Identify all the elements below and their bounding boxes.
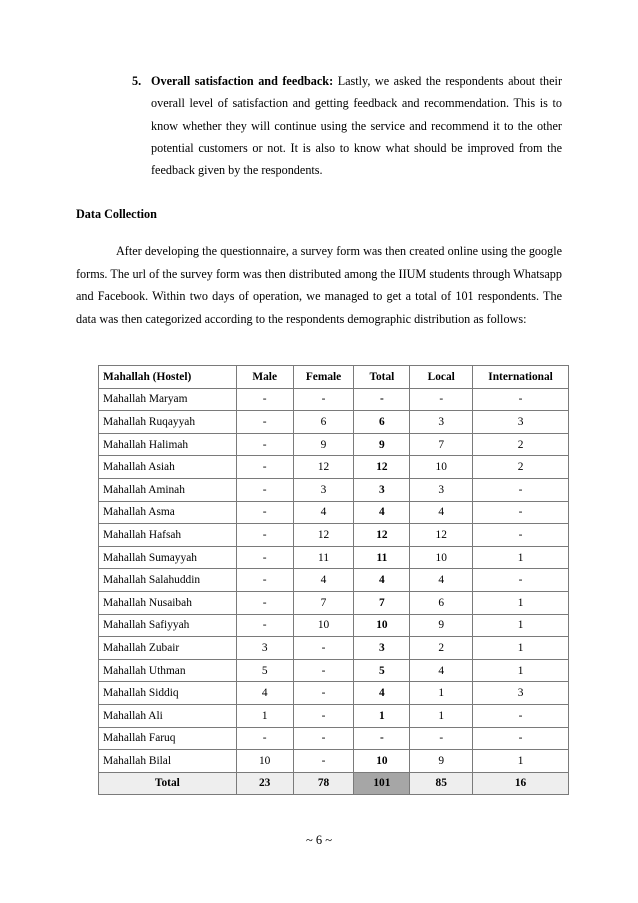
table-cell: - [354,388,410,411]
table-row [99,524,569,547]
table-row [99,411,569,434]
hostel-name-cell: Mahallah Hafsah [99,524,237,547]
table-cell: 10 [354,614,410,637]
table-row [99,614,569,637]
table-cell: - [473,524,569,547]
table-cell: 11 [293,546,354,569]
table-cell: - [473,727,569,750]
table-cell: 1 [410,704,473,727]
table-cell: - [236,524,293,547]
table-cell: 12 [293,524,354,547]
table-cell: - [236,546,293,569]
hostel-name-cell: Mahallah Aminah [99,478,237,501]
table-cell: 1 [473,637,569,660]
table-cell: 7 [293,591,354,614]
table-cell: - [236,614,293,637]
hostel-name-cell: Mahallah Nusaibah [99,591,237,614]
total-cell: 78 [293,772,354,795]
table-cell: 3 [473,682,569,705]
table-cell: 12 [293,456,354,479]
table-cell: 2 [473,456,569,479]
table-row [99,478,569,501]
hostel-name-cell: Mahallah Siddiq [99,682,237,705]
table-cell: 5 [236,659,293,682]
table-cell: 3 [473,411,569,434]
list-item-text: Lastly, we asked the respondents about their overall level of satisfaction and getting feedback and recommendation. This is to know whether they will continue using the service and recommend it to the other potential customers or not. It is also to know what should be improved from the feedback given by the respondents. [151,74,563,178]
table-row [99,501,569,524]
table-cell: 3 [354,637,410,660]
hostel-name-cell: Mahallah Ruqayyah [99,411,237,434]
table-cell: 6 [293,411,354,434]
table-cell: - [293,659,354,682]
table-cell: - [293,704,354,727]
table-cell: 1 [473,750,569,773]
hostel-name-cell: Mahallah Asiah [99,456,237,479]
table-cell: 3 [354,478,410,501]
table-cell: - [293,682,354,705]
hostel-name-cell: Mahallah Ali [99,704,237,727]
table-cell: - [293,637,354,660]
section-paragraph: After developing the questionnaire, a survey form was then created online using the google forms. The url of the survey form was then distributed among the IIUM students through Whatsapp and Facebook. Within two days of operation, we managed to get a total of 101 respondents. The data was then categorized according to the respondents demographic distribution as follows: [76,244,562,327]
column-header: Mahallah (Hostel) [99,366,237,389]
table-cell: 1 [473,591,569,614]
column-header: Male [236,366,293,389]
table-cell: - [473,704,569,727]
table-cell: 4 [293,569,354,592]
hostel-name-cell: Mahallah Uthman [99,659,237,682]
table-cell: 5 [354,659,410,682]
table-cell: 4 [410,569,473,592]
hostel-name-cell: Mahallah Faruq [99,727,237,750]
table-cell: 7 [410,433,473,456]
list-item-title: Overall satisfaction and feedback: [151,74,334,88]
table-cell: 12 [354,456,410,479]
hostel-name-cell: Mahallah Halimah [99,433,237,456]
table-cell: - [236,727,293,750]
column-header: International [473,366,569,389]
table-cell: - [473,478,569,501]
table-cell: - [293,388,354,411]
table-row [99,637,569,660]
column-header: Female [293,366,354,389]
table-cell: 2 [410,637,473,660]
table-cell: 6 [410,591,473,614]
table-cell: - [293,727,354,750]
table-cell: 9 [410,750,473,773]
table-cell: 3 [410,411,473,434]
table-cell: - [473,501,569,524]
table-cell: 4 [410,659,473,682]
table-cell: 9 [354,433,410,456]
table-cell: - [236,569,293,592]
table-cell: 4 [354,501,410,524]
hostel-name-cell: Mahallah Zubair [99,637,237,660]
table-cell: - [236,591,293,614]
hostel-name-cell: Mahallah Asma [99,501,237,524]
hostel-name-cell: Mahallah Salahuddin [99,569,237,592]
total-cell: 16 [473,772,569,795]
table-cell: 3 [410,478,473,501]
table-cell: 7 [354,591,410,614]
table-cell: 1 [236,704,293,727]
total-cell: 85 [410,772,473,795]
table-row [99,456,569,479]
table-header-row [99,366,569,389]
table-cell: 10 [410,456,473,479]
table-cell: - [236,411,293,434]
table-cell: 12 [354,524,410,547]
table-cell: - [293,750,354,773]
table-cell: - [236,478,293,501]
column-header: Local [410,366,473,389]
table-row [99,659,569,682]
table-cell: 9 [410,614,473,637]
hostel-name-cell: Mahallah Bilal [99,750,237,773]
table-row [99,388,569,411]
hostel-name-cell: Mahallah Maryam [99,388,237,411]
table-total-row [99,772,569,795]
list-item-body [151,70,562,181]
column-header: Total [354,366,410,389]
table-cell: 12 [410,524,473,547]
table-cell: - [354,727,410,750]
table-cell: 1 [473,546,569,569]
hostel-name-cell: Mahallah Safiyyah [99,614,237,637]
table-cell: 2 [473,433,569,456]
table-row [99,569,569,592]
table-cell: 9 [293,433,354,456]
page-number: ~ 6 ~ [305,833,333,847]
table-cell: 3 [236,637,293,660]
total-cell: 101 [354,772,410,795]
table-cell: - [410,727,473,750]
table-cell: 11 [354,546,410,569]
table-row [99,591,569,614]
table-cell: - [473,388,569,411]
table-row [99,727,569,750]
table-cell: - [236,456,293,479]
table-cell: 4 [293,501,354,524]
table-cell: 1 [473,614,569,637]
table-cell: - [410,388,473,411]
table-body [99,388,569,795]
table-row [99,546,569,569]
table-cell: 1 [473,659,569,682]
list-item-number: 5. [132,74,142,88]
section-heading: Data Collection [76,207,157,221]
table-row [99,704,569,727]
table-cell: 10 [410,546,473,569]
table-cell: 6 [354,411,410,434]
table-cell: 3 [293,478,354,501]
table-cell: - [473,569,569,592]
total-cell: 23 [236,772,293,795]
hostel-distribution-table [98,365,569,795]
table-cell: 1 [410,682,473,705]
table-row [99,682,569,705]
table-cell: 10 [293,614,354,637]
hostel-name-cell: Mahallah Sumayyah [99,546,237,569]
table-cell: - [236,433,293,456]
table-cell: - [236,501,293,524]
table-cell: 4 [410,501,473,524]
table-cell: 1 [354,704,410,727]
table-cell: 10 [354,750,410,773]
table-cell: 4 [354,682,410,705]
table-row [99,433,569,456]
table-cell: 4 [354,569,410,592]
table-cell: - [236,388,293,411]
table-cell: 10 [236,750,293,773]
total-label-cell: Total [99,772,237,795]
table-cell: 4 [236,682,293,705]
table-row [99,750,569,773]
